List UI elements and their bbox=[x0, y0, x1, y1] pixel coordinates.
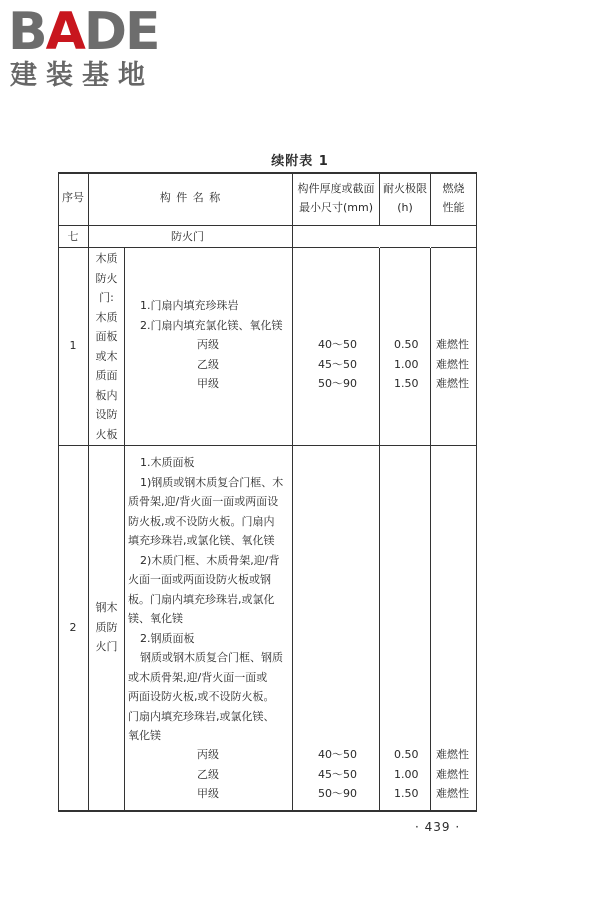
header-seq: 序号 bbox=[62, 191, 84, 204]
row1-description: 1.门扇内填充珍珠岩 2.门扇内填充氯化镁、氧化镁 bbox=[140, 299, 283, 332]
logo-subtitle: 建装基地 bbox=[10, 60, 154, 91]
header-name: 构 件 名 称 bbox=[159, 191, 222, 204]
row1-seq: 1 bbox=[69, 339, 77, 352]
row1-grades: 丙级 乙级 甲级 bbox=[197, 338, 219, 390]
row1-thickness: 40～50 45～50 50～90 bbox=[318, 338, 357, 390]
row2-burn: 难燃性 难燃性 难燃性 bbox=[436, 748, 469, 800]
header-thickness-line1: 构件厚度或截面 bbox=[297, 182, 375, 195]
logo-accent-letter: A bbox=[45, 2, 84, 62]
row1-ratings: 0.50 1.00 1.50 bbox=[394, 338, 419, 390]
row2-seq: 2 bbox=[69, 621, 77, 634]
page-number: · 439 · bbox=[415, 820, 461, 834]
row2-description: 1.木质面板 1)钢质或钢木质复合门框、木 质骨架,迎/背火面一面或两面设 防火板,或不设防火板。门扇内 填充珍珠岩,或氯化镁、氧化镁 2)木质门框、木质骨架,迎/背 火面一面或两面设防火板或钢 板。门扇内填充珍珠岩,或氯化 镁、氧化镁 2.钢质面板 钢质或钢木质复合门框、钢质 或木质骨架,迎/背火面一面或 两面设防火板,或不设防火板。 门扇内填充珍珠岩,或氯化镁、 氧化镁 bbox=[128, 456, 284, 742]
row2-ratings: 0.50 1.00 1.50 bbox=[394, 748, 419, 800]
row1-category: 木质 防火 门: 木质 面板 或木 质面 板内 设防 火板 bbox=[95, 252, 118, 441]
table-title: 续附表 1 bbox=[271, 154, 329, 169]
header-burn-line1: 燃烧 bbox=[442, 182, 465, 195]
logo bbox=[8, 4, 178, 92]
logo-wordmark: BADE bbox=[8, 2, 159, 62]
header-rating-line2: (h) bbox=[397, 201, 413, 214]
header-rating-line1: 耐火极限 bbox=[383, 182, 427, 195]
row2-category: 钢木 质防 火门 bbox=[95, 601, 118, 653]
section-number: 七 bbox=[67, 230, 79, 243]
row2-thickness: 40～50 45～50 50～90 bbox=[318, 748, 357, 800]
section-name: 防火门 bbox=[171, 230, 204, 243]
header-burn-line2: 性能 bbox=[442, 201, 465, 214]
row1-burn: 难燃性 难燃性 难燃性 bbox=[436, 338, 469, 390]
fire-door-table bbox=[58, 172, 477, 812]
row2-grades: 丙级 乙级 甲级 bbox=[197, 748, 219, 800]
header-thickness-line2: 最小尺寸(mm) bbox=[298, 201, 373, 214]
